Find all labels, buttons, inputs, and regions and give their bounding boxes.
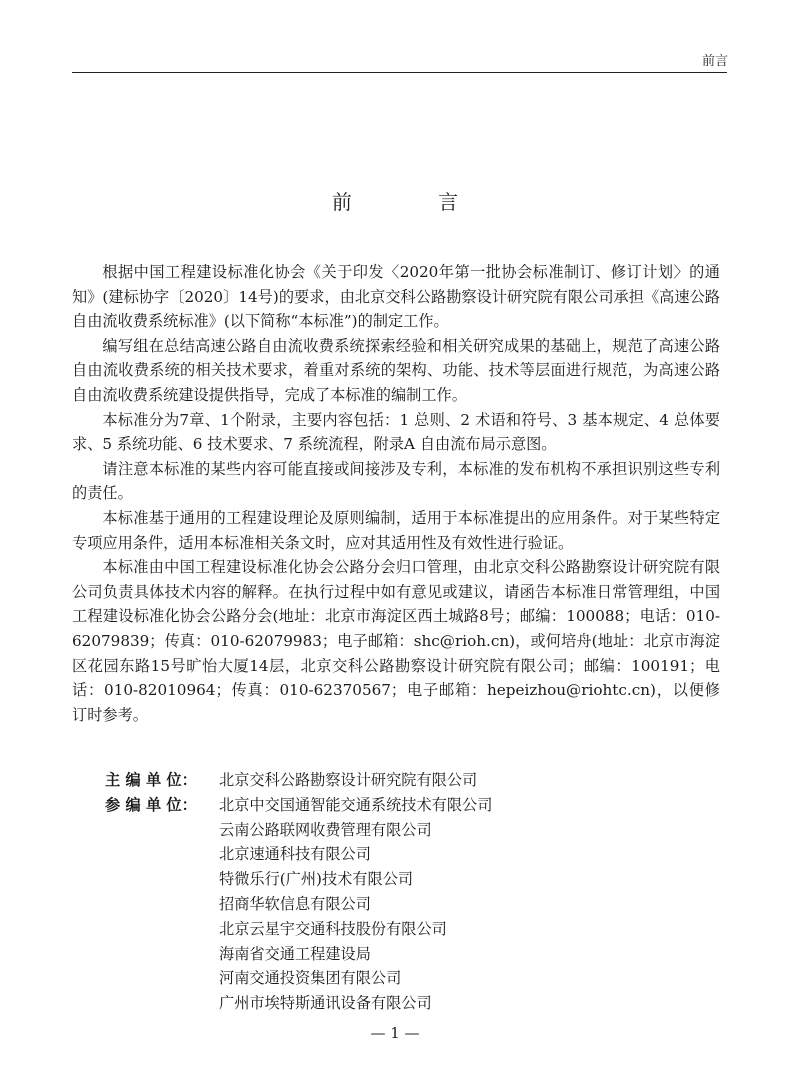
participating-unit: 北京中交国通智能交通系统技术有限公司 <box>219 795 493 814</box>
header-rule <box>72 72 727 73</box>
chief-unit-name: 北京交科公路勘察设计研究院有限公司 <box>219 771 478 789</box>
participating-unit: 北京云星宇交通科技股份有限公司 <box>219 919 447 938</box>
paragraph-patent-notice: 请注意本标准的某些内容可能直接或间接涉及专利，本标准的发布机构不承担识别这些专利的责任。 <box>72 459 720 503</box>
page-number: — 1 — <box>370 1024 420 1042</box>
drafting-units <box>105 768 725 1016</box>
preface-body <box>72 260 720 727</box>
participating-unit: 招商华软信息有限公司 <box>219 894 371 913</box>
participating-unit: 海南省交通工程建设局 <box>219 944 371 963</box>
paragraph-intro: 根据中国工程建设标准化协会《关于印发〈2020年第一批协会标准制订、修订计划〉的通知》(建标协字〔2020〕14号)的要求，由北京交科公路勘察设计研究院有限公司承担《高速公路自由流收费系统标准》(以下简称“本标准”)的制定工作。 <box>72 263 720 331</box>
chief-unit-row <box>105 768 725 793</box>
participating-unit: 云南公路联网收费管理有限公司 <box>219 820 432 839</box>
page-title: 前 言 <box>331 190 499 214</box>
participating-unit: 北京速通科技有限公司 <box>219 845 371 864</box>
paragraph-contact: 本标准由中国工程建设标准化协会公路分会归口管理，由北京交科公路勘察设计研究院有限公司负责具体技术内容的解释。在执行过程中如有意见或建议，请函告本标准日常管理组，中国工程建设标准化协会公路分会(地址：北京市海淀区西土城路8号；邮编：100088；电话：010-62079839；传真：010-62079983；电子邮箱：shc@rioh.cn)，或何培舟(地址：北京市海淀区花园东路15号旷怡大厦14层，北京交科公路勘察设计研究院有限公司；邮编：100191；电话：010-82010964；传真：010-62370567；电子邮箱：hepeizhou@riohtc.cn)，以便修订时参考。 <box>72 558 720 724</box>
participating-unit: 广州市埃特斯通讯设备有限公司 <box>219 994 432 1013</box>
participating-units-list <box>219 793 492 1016</box>
participating-units-label: 参 编 单 位： <box>105 795 197 814</box>
participating-unit: 河南交通投资集团有限公司 <box>219 969 402 988</box>
participating-units-row <box>105 793 725 1016</box>
participating-unit: 特微乐行(广州)技术有限公司 <box>219 870 414 889</box>
running-header: 前言 <box>701 54 728 69</box>
paragraph-applicability: 本标准基于通用的工程建设理论及原则编制，适用于本标准提出的应用条件。对于某些特定专项应用条件，适用本标准相关条文时，应对其适用性及有效性进行验证。 <box>72 508 720 552</box>
chief-unit-label: 主 编 单 位： <box>105 771 197 789</box>
paragraph-structure: 本标准分为7章、1个附录，主要内容包括：1 总则、2 术语和符号、3 基本规定、4 总体要求、5 系统功能、6 技术要求、7 系统流程，附录A 自由流布局示意图。 <box>72 410 720 454</box>
paragraph-summary: 编写组在总结高速公路自由流收费系统探索经验和相关研究成果的基础上，规范了高速公路自由流收费系统的相关技术要求，着重对系统的架构、功能、技术等层面进行规范，为高速公路自由流收费系统建设提供指导，完成了本标准的编制工作。 <box>72 336 720 404</box>
